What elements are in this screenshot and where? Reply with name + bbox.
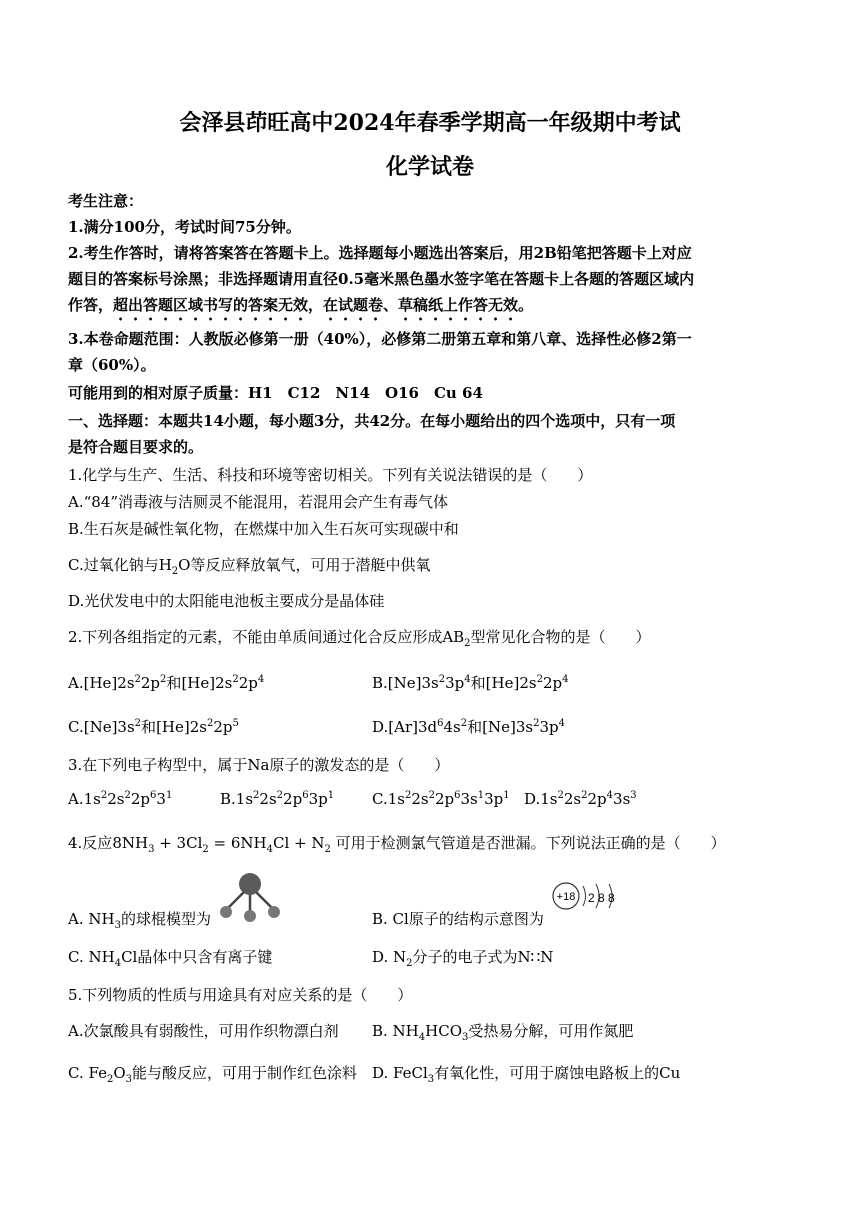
q2-option-d: $D.[Ar]3d^64s^2$和$[Ne]3s^23p^4$ [372,718,565,736]
option-label: D. [372,718,389,736]
option-label: B. [220,790,236,808]
text-segment: C. Fe [68,1064,107,1082]
text-segment: 和 [166,674,182,692]
q3-option-b: $B.1s^22s^22p^63p^1$ [220,790,335,808]
option-label: C. [372,790,388,808]
subscript: 3 [427,1074,435,1085]
electron-formula: N∷N [517,948,554,966]
subscript: 2 [464,638,471,649]
subscript: 3 [125,1074,133,1085]
q5-option-a: A.次氯酸具有弱酸性，可用作织物漂白剂 [68,1022,339,1040]
text-segment: 受热易分解，可用作氮肥 [468,1022,634,1040]
text-segment: C.过氧化钠与H [68,556,172,574]
section1-heading-line1: 一、选择题：本题共14小题，每小题3分，共42分。在每小题给出的四个选项中，只有一项 [68,412,676,430]
cl-atom-structure-diagram [550,878,630,914]
nh3-ball-stick-model [214,868,286,926]
text-segment: D. FeCl [372,1064,428,1082]
q5-option-c [68,1062,357,1083]
q2-option-a: $A.[He]2s^22p^2$和$[He]2s^22p^4$ [68,674,265,692]
q1-option-d: D.光伏发电中的太阳能电池板主要成分是晶体硅 [68,592,385,610]
q4-option-c [68,946,272,967]
q1-option-a: A.“84”消毒液与洁厕灵不能混用，若混用会产生有毒气体 [68,493,449,511]
notice-item-2-line2: 题目的答案标号涂黑；非选择题请用直径0.5毫米黑色墨水签字笔在答题卡上各题的答题区域内 [68,270,695,288]
q2-option-b: $B.[Ne]3s^23p^4$和$[He]2s^22p^4$ [372,674,569,692]
text-segment: 的球棍模型为 [120,910,211,928]
atomic-mass-line: 可能用到的相对原子质量：H1 C12 N14 O16 Cu 64 [68,384,483,402]
text-segment: 可用于检测氯气管道是否泄漏。下列说法正确的是（ ） [335,834,726,852]
text-segment: Cl晶体中只含有离子键 [121,948,273,966]
subscript: 3 [114,920,121,931]
q4-option-b: B. Cl原子的结构示意图为 [372,910,544,928]
option-label: A. [68,790,84,808]
q3-option-d: $D.1s^22s^22p^43s^3$ [524,790,637,808]
text-segment: D. N [372,948,407,966]
text-segment: O等反应释放氧气，可用于潜艇中供氧 [178,556,431,574]
text-segment: 和 [141,718,157,736]
notice-item-2-line3 [68,294,533,324]
option-label: B. [372,674,388,692]
text-segment: B. NH [372,1022,419,1040]
text-segment: 分子的电子式为 [412,948,518,966]
notice-item-3-line2: 章（60%）。 [68,356,156,374]
text-segment: C. NH [68,948,115,966]
exam-title: 会泽县茚旺高中2024年春季学期高一年级期中考试 [179,110,681,136]
subscript: 2 [171,566,179,577]
text-segment: ， [308,296,324,314]
subscript: 4 [418,1032,426,1043]
text-segment: 。 [518,296,534,314]
notice-heading: 考生注意： [68,192,144,210]
subscript: 3 [462,1032,469,1043]
text-segment: 和 [470,674,486,692]
emphasized-text: 在试题卷、草稿纸上作答无效 [323,296,519,314]
q5-stem: 5.下列物质的性质与用途具有对应关系的是（ ） [68,986,413,1004]
text-segment: 4.反应 [68,834,113,852]
text-segment: HCO [425,1022,462,1040]
q2-option-c: $C.[Ne]3s^2$和$[He]2s^22p^5$ [68,718,239,736]
text-segment: 有氧化性，可用于腐蚀电路板上的Cu [434,1064,681,1082]
text-segment: O [113,1064,126,1082]
option-label: D. [524,790,541,808]
exam-subtitle: 化学试卷 [385,154,474,180]
option-label: C. [68,718,84,736]
section1-heading-line2: 是符合题目要求的。 [68,438,204,456]
option-label: A. [68,674,84,692]
text-segment: 2.下列各组指定的元素，不能由单质间通过化合反应形成AB [68,628,465,646]
emphasized-text: 超出答题区域书写的答案无效 [113,296,309,314]
q4-option-a [68,908,211,929]
q1-stem: 1.化学与生产、生活、科技和环境等密切相关。下列有关说法错误的是（ ） [68,466,593,484]
notice-item-3-line1: 3.本卷命题范围：人教版必修第一册（40%），必修第二册第五章和第八章、选择性必修2第一 [68,330,692,348]
q5-option-d [372,1062,680,1083]
text-segment: 和 [467,718,483,736]
q3-stem: 3.在下列电子构型中，属于Na原子的激发态的是（ ） [68,756,450,774]
q3-option-c: $C.1s^22s^22p^63s^13p^1$ [372,790,510,808]
notice-item-1: 1.满分100分，考试时间75分钟。 [68,218,301,236]
cl-shell-electrons: 2 8 8 [588,891,615,905]
q2-stem [68,626,651,647]
q4-option-d [372,946,553,967]
text-segment: A. NH [68,910,115,928]
notice-item-2-line1: 2.考生作答时，请将答案答在答题卡上。选择题每小题选出答案后，用2B铅笔把答题卡上对应 [68,244,692,262]
q1-option-c [68,554,430,575]
text-segment: 作答， [68,296,114,314]
q3-option-a: $A.1s^22s^22p^63^1$ [68,790,173,808]
cl-nucleus-label: +18 [556,891,576,903]
q5-option-b [372,1020,633,1041]
subscript: 2 [406,958,413,969]
text-segment: 能与酸反应，可用于制作红色涂料 [132,1064,358,1082]
subscript: 2 [106,1074,114,1085]
q1-option-b: B.生石灰是碱性氧化物，在燃煤中加入生石灰可实现碳中和 [68,520,459,538]
subscript: 4 [114,958,122,969]
text-segment: 型常见化合物的是（ ） [470,628,651,646]
q4-stem: 4.反应$8NH_3 + 3Cl_2 = 6NH_4Cl + N_2$ 可用于检测氯气管道是否泄漏。下列说法正确的是（ ） [68,834,726,855]
